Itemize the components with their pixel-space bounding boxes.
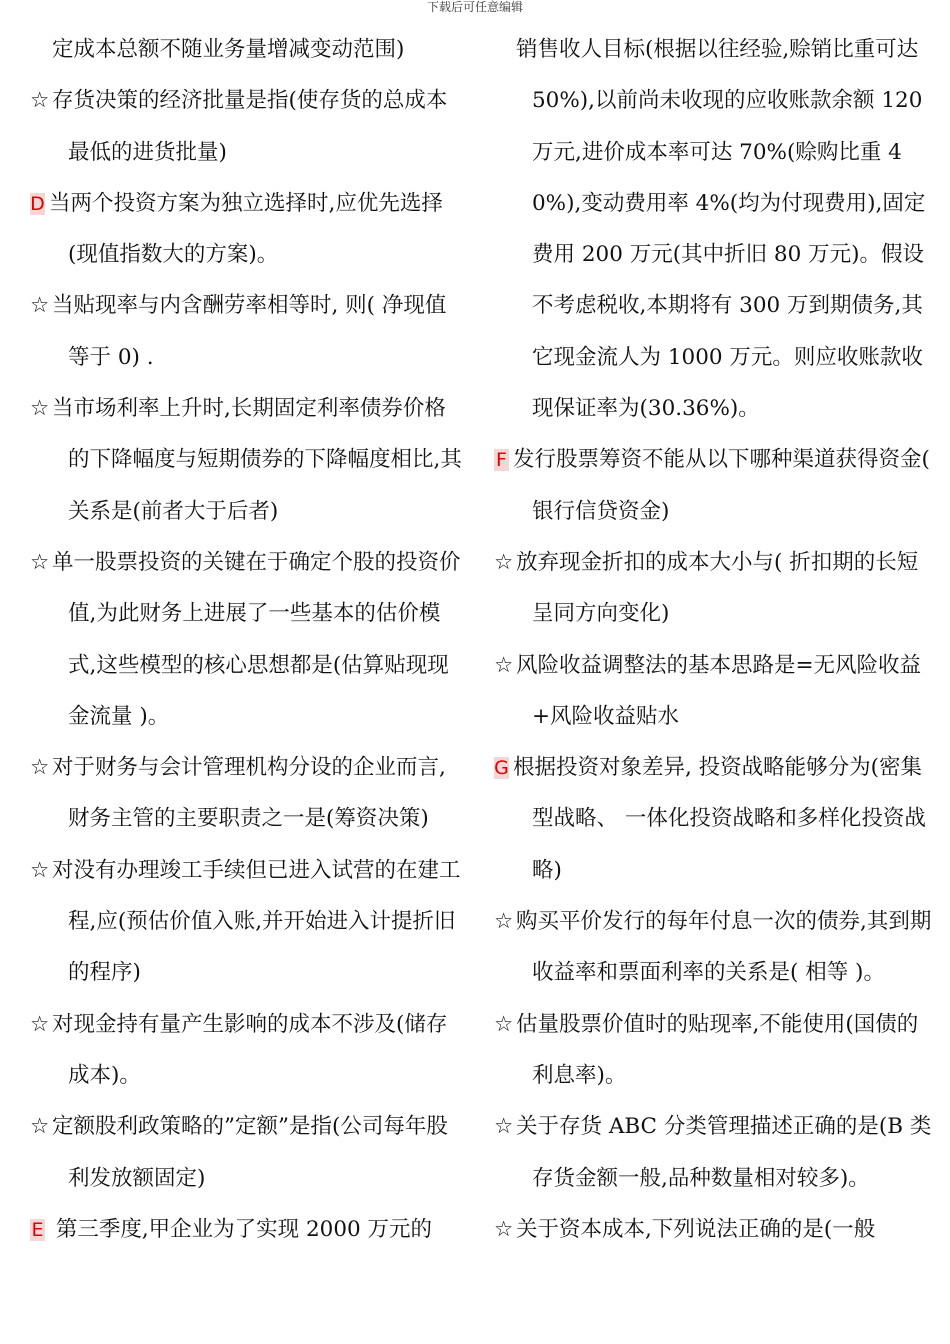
star-icon: ☆ bbox=[494, 1114, 514, 1140]
right-column bbox=[494, 24, 934, 1255]
page-header: 下载后可任意编辑 bbox=[426, 0, 523, 14]
entry-text: 定成本总额不随业务量增减变动范围) bbox=[52, 37, 405, 62]
star-icon: ☆ bbox=[494, 1216, 514, 1242]
entry-text: 对于财务与会计管理机构分设的企业而言,财务主管的主要职责之一是(筹资决策) bbox=[52, 755, 446, 832]
entry-text: 风险收益调整法的基本思路是=无风险收益+风险收益贴水 bbox=[516, 652, 922, 729]
star-icon: ☆ bbox=[494, 1011, 514, 1037]
entry-left-3 bbox=[30, 280, 462, 383]
entry-text: 当贴现率与内含酬劳率相等时, 则( 净现值等于 0) . bbox=[52, 293, 447, 370]
star-icon: ☆ bbox=[30, 1011, 50, 1037]
left-column bbox=[30, 24, 462, 1255]
entry-right-2 bbox=[494, 537, 934, 640]
entry-text: 对现金持有量产生影响的成本不涉及(储存成本)。 bbox=[52, 1011, 448, 1088]
entry-right-1 bbox=[494, 434, 934, 537]
entry-right-7 bbox=[494, 1101, 934, 1204]
entry-left-9 bbox=[30, 1101, 462, 1204]
entry-left-1 bbox=[30, 75, 462, 178]
star-icon: ☆ bbox=[30, 1114, 50, 1140]
entry-text: 存货决策的经济批量是指(使存货的总成本最低的进货批量) bbox=[52, 88, 448, 165]
entry-text: 定额股利政策略的”定额”是指(公司每年股利发放额固定) bbox=[52, 1114, 448, 1191]
star-icon: ☆ bbox=[30, 857, 50, 883]
entry-text: 根据投资对象差异, 投资战略能够分为(密集型战略、 一体化投资战略和多样化投资战略) bbox=[513, 755, 926, 883]
entry-right-4 bbox=[494, 742, 934, 896]
entry-right-6 bbox=[494, 999, 934, 1102]
entry-left-6 bbox=[30, 742, 462, 845]
entry-right-5 bbox=[494, 896, 934, 999]
star-icon: ☆ bbox=[30, 755, 50, 781]
section-letter-e: E bbox=[31, 1218, 44, 1241]
entry-left-10 bbox=[30, 1204, 462, 1255]
star-icon: ☆ bbox=[30, 549, 50, 575]
section-letter-d: D bbox=[30, 192, 45, 215]
entry-left-7 bbox=[30, 845, 462, 999]
entry-text: 关于资本成本,下列说法正确的是(一般 bbox=[516, 1216, 876, 1242]
entry-text: 当市场利率上升时,长期固定利率债券价格的下降幅度与短期债券的下降幅度相比,其关系是(前者大于后者) bbox=[52, 396, 462, 524]
entry-right-0 bbox=[494, 24, 934, 434]
entry-text: 估量股票价值时的贴现率,不能使用(国债的利息率)。 bbox=[516, 1011, 919, 1088]
section-letter-g: G bbox=[494, 757, 509, 780]
entry-left-8 bbox=[30, 999, 462, 1102]
entry-right-8 bbox=[494, 1204, 934, 1255]
entry-right-3 bbox=[494, 640, 934, 743]
entry-text: 购买平价发行的每年付息一次的债券,其到期收益率和票面利率的关系是( 相等 )。 bbox=[516, 909, 932, 986]
star-icon: ☆ bbox=[494, 909, 514, 935]
entry-text: 第三季度,甲企业为了实现 2000 万元的 bbox=[49, 1216, 433, 1242]
star-icon: ☆ bbox=[30, 88, 50, 114]
star-icon: ☆ bbox=[494, 549, 514, 575]
entry-text: 发行股票筹资不能从以下哪种渠道获得资金( 银行信贷资金) bbox=[513, 447, 930, 524]
star-icon: ☆ bbox=[30, 396, 50, 422]
entry-left-5 bbox=[30, 537, 462, 742]
star-icon: ☆ bbox=[30, 293, 50, 319]
entry-text: 放弃现金折扣的成本大小与( 折扣期的长短呈同方向变化) bbox=[516, 549, 919, 627]
entry-text: 对没有办理竣工手续但已进入试营的在建工程,应(预估价值入账,并开始进入计提折旧的程序) bbox=[52, 857, 461, 986]
entry-left-2 bbox=[30, 178, 462, 281]
entry-text: 当两个投资方案为独立选择时,应优先选择(现值指数大的方案)。 bbox=[49, 190, 443, 268]
entry-text: 关于存货 ABC 分类管理描述正确的是(B 类存货金额一般,品种数量相对较多)。 bbox=[516, 1114, 932, 1191]
entry-left-0 bbox=[30, 24, 462, 75]
star-icon: ☆ bbox=[494, 652, 514, 678]
entry-text: 单一股票投资的关键在于确定个股的投资价值,为此财务上进展了一些基本的估价模式,这些模型的核心思想都是(估算贴现现金流量 )。 bbox=[52, 549, 461, 729]
entry-left-4 bbox=[30, 383, 462, 537]
entry-text: 销售收人目标(根据以往经验,赊销比重可达 50%),以前尚未收现的应收账款余额 120 万元,进价成本率可达 70%(赊购比重 40%),变动费用率 4%(均为付现费用),固定费用 200 万元(其中折旧 80 万元)。假设不考虑税收,本期将有 300 万到期债务,其它现金流人为 1000 万元。则应收账款收现保证率为(30.36%)。 bbox=[516, 37, 926, 422]
section-letter-f: F bbox=[494, 449, 509, 471]
